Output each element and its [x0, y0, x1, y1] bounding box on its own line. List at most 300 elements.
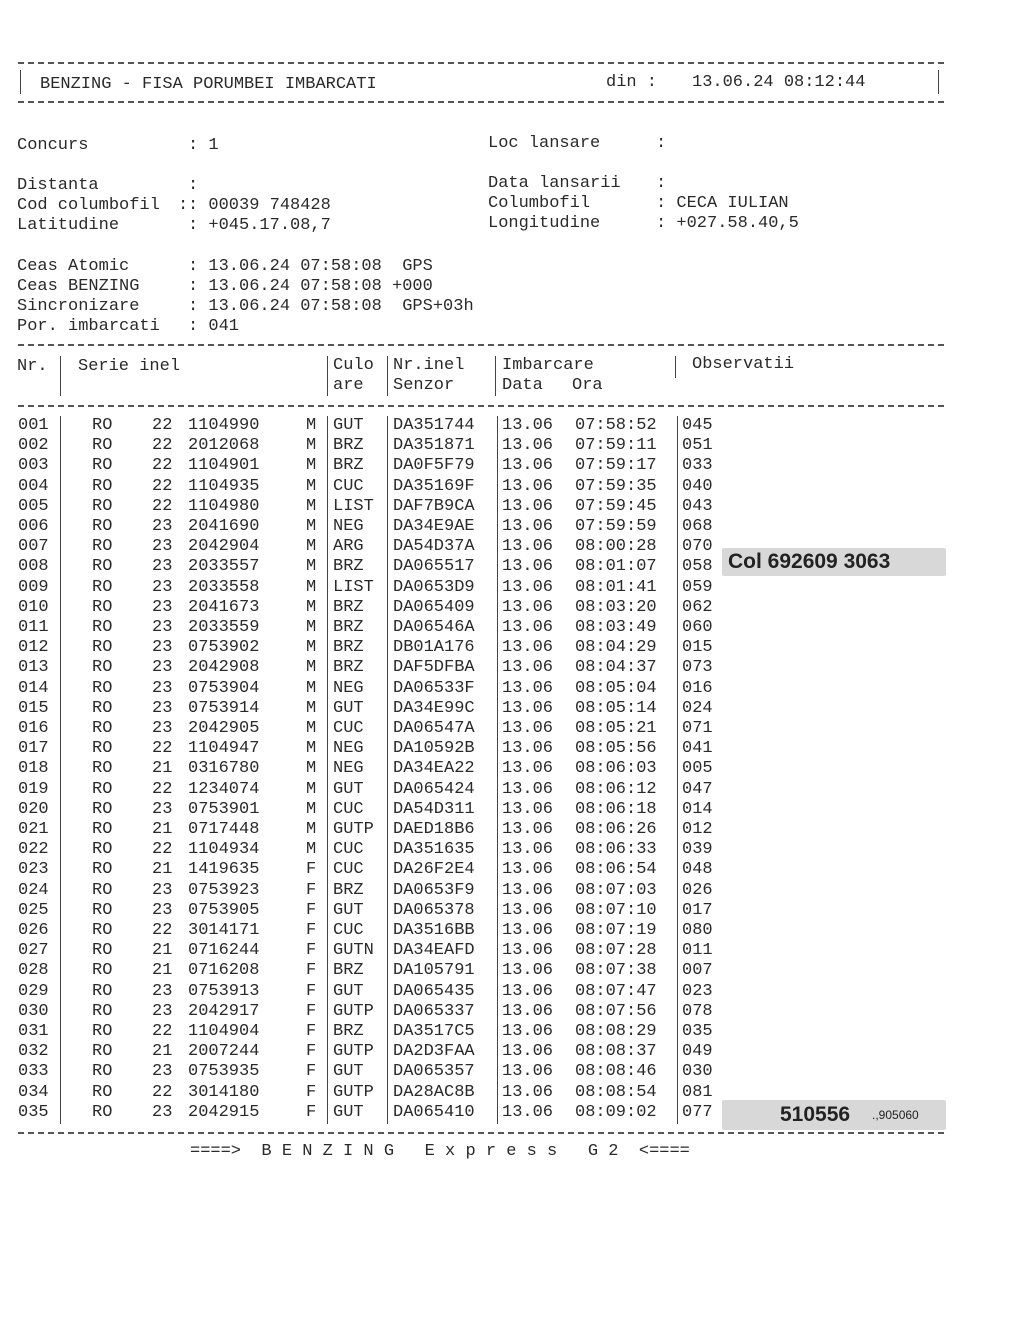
row-sex: M: [306, 476, 317, 496]
row-senzor: DA065337: [393, 1001, 475, 1021]
row-tara: RO: [92, 496, 113, 516]
row-data: 13.06: [502, 517, 554, 536]
row-sex: M: [306, 698, 317, 718]
row-an: 23: [152, 719, 173, 738]
row-nr: 025: [18, 900, 49, 920]
col-header-nr-inel: Nr.inel: [393, 356, 465, 375]
row-nr: 014: [18, 678, 49, 698]
row-nr: 019: [18, 779, 49, 799]
row-numar: 3014171: [188, 921, 260, 940]
row-an: 23: [152, 1062, 173, 1082]
row-culoare: CUC: [333, 921, 364, 940]
row-nr: 005: [18, 496, 49, 516]
row-ora: 08:07:47: [575, 981, 657, 1001]
row-data: 13.06: [502, 840, 554, 860]
row-ora: 08:08:37: [575, 1042, 657, 1062]
row-an: 23: [152, 698, 173, 718]
row-tara: RO: [92, 436, 113, 456]
table-row: [0, 436, 1024, 456]
row-culoare: GUTP: [333, 820, 374, 839]
row-senzor: DA065410: [393, 1102, 475, 1122]
row-sex: F: [306, 1001, 317, 1021]
row-ora: 08:05:56: [575, 739, 657, 759]
row-culoare: CUC: [333, 799, 364, 819]
row-culoare: CUC: [333, 860, 364, 880]
row-sex: F: [306, 1062, 317, 1082]
row-nr: 029: [18, 981, 49, 1001]
row-tara: RO: [92, 779, 113, 799]
row-numar: 1104901: [188, 456, 260, 476]
row-tara: RO: [92, 476, 113, 496]
row-data: 13.06: [502, 921, 554, 940]
row-an: 22: [152, 1022, 173, 1041]
table-row: [0, 780, 1024, 800]
header-divider-1: [60, 356, 61, 396]
row-sex: M: [306, 820, 317, 839]
ring-stamp-2-text: 510556: [780, 1103, 851, 1126]
row-tara: RO: [92, 1102, 113, 1122]
row-senzor: DA34E9AE: [393, 517, 475, 536]
row-senzor: DA35169F: [393, 476, 475, 496]
row-data: 13.06: [502, 678, 554, 698]
row-observatii: 068: [682, 517, 713, 536]
row-data: 13.06: [502, 456, 554, 476]
row-numar: 0716244: [188, 941, 260, 961]
row-ora: 08:08:29: [575, 1022, 657, 1041]
row-ora: 08:06:12: [575, 779, 657, 799]
row-senzor: DA06533F: [393, 678, 475, 698]
row-numar: 1234074: [188, 779, 260, 799]
row-an: 22: [152, 739, 173, 759]
table-row: [0, 679, 1024, 699]
row-senzor: DA54D311: [393, 799, 475, 819]
row-data: 13.06: [502, 698, 554, 718]
row-an: 23: [152, 880, 173, 900]
cod-columbofil-label: Cod columbofil: [17, 196, 160, 215]
table-row: [0, 517, 1024, 537]
row-numar: 1104935: [188, 476, 260, 496]
row-an: 23: [152, 537, 173, 557]
row-an: 22: [152, 476, 173, 496]
row-an: 22: [152, 456, 173, 476]
row-numar: 2033558: [188, 577, 260, 597]
row-ora: 07:59:45: [575, 496, 657, 516]
row-nr: 012: [18, 638, 49, 658]
row-an: 23: [152, 557, 173, 577]
row-data: 13.06: [502, 739, 554, 759]
row-senzor: DA10592B: [393, 739, 475, 759]
row-tara: RO: [92, 638, 113, 658]
row-tara: RO: [92, 799, 113, 819]
row-numar: 0753914: [188, 698, 260, 718]
row-culoare: BRZ: [333, 638, 364, 658]
row-ora: 08:08:54: [575, 1082, 657, 1102]
row-data: 13.06: [502, 880, 554, 900]
row-observatii: 030: [682, 1062, 713, 1082]
row-data: 13.06: [502, 1042, 554, 1062]
row-numar: 0753935: [188, 1062, 260, 1082]
row-senzor: DA2D3FAA: [393, 1042, 475, 1062]
print-date-label: din :: [606, 73, 658, 92]
table-bottom-rule: [18, 1132, 944, 1134]
table-row: [0, 881, 1024, 901]
table-row: [0, 901, 1024, 921]
row-numar: 2042905: [188, 719, 260, 738]
row-nr: 006: [18, 517, 49, 536]
row-sex: M: [306, 678, 317, 698]
row-senzor: DA54D37A: [393, 537, 475, 557]
row-data: 13.06: [502, 961, 554, 981]
row-sex: M: [306, 577, 317, 597]
row-an: 21: [152, 961, 173, 981]
col-header-ora: Ora: [572, 376, 603, 395]
row-observatii: 051: [682, 436, 713, 456]
row-senzor: DA34EA22: [393, 759, 475, 779]
row-nr: 024: [18, 880, 49, 900]
row-senzor: DA351635: [393, 840, 475, 860]
table-row: [0, 961, 1024, 981]
row-tara: RO: [92, 658, 113, 678]
col-header-culoare-2: are: [333, 376, 364, 395]
row-tara: RO: [92, 820, 113, 839]
row-observatii: 062: [682, 597, 713, 617]
row-senzor: DB01A176: [393, 638, 475, 658]
row-nr: 008: [18, 557, 49, 577]
row-data: 13.06: [502, 1102, 554, 1122]
row-tara: RO: [92, 1082, 113, 1102]
col-header-observatii: Observatii: [692, 355, 795, 374]
row-tara: RO: [92, 840, 113, 860]
row-numar: 3014180: [188, 1082, 260, 1102]
row-sex: F: [306, 1042, 317, 1062]
row-data: 13.06: [502, 597, 554, 617]
row-observatii: 015: [682, 638, 713, 658]
row-ora: 08:07:38: [575, 961, 657, 981]
row-data: 13.06: [502, 1001, 554, 1021]
table-row: [0, 759, 1024, 779]
row-numar: 1104934: [188, 840, 260, 860]
table-header-rule: [18, 405, 944, 407]
row-ora: 08:06:54: [575, 860, 657, 880]
row-nr: 010: [18, 597, 49, 617]
row-culoare: BRZ: [333, 658, 364, 678]
row-nr: 030: [18, 1001, 49, 1021]
row-observatii: 045: [682, 416, 713, 435]
latitudine-label: Latitudine: [17, 216, 120, 235]
row-sex: M: [306, 840, 317, 860]
row-data: 13.06: [502, 779, 554, 799]
row-observatii: 040: [682, 476, 713, 496]
row-tara: RO: [92, 719, 113, 738]
row-nr: 021: [18, 820, 49, 839]
row-nr: 009: [18, 577, 49, 597]
row-observatii: 041: [682, 739, 713, 759]
row-senzor: DA0F5F79: [393, 456, 475, 476]
row-culoare: GUT: [333, 416, 364, 435]
ring-stamp-1: [722, 548, 946, 576]
row-observatii: 060: [682, 618, 713, 637]
row-sex: F: [306, 880, 317, 900]
row-nr: 034: [18, 1082, 49, 1102]
table-row: [0, 840, 1024, 860]
row-ora: 07:59:35: [575, 476, 657, 496]
row-culoare: GUT: [333, 698, 364, 718]
table-row: [0, 739, 1024, 759]
row-numar: 0316780: [188, 759, 260, 779]
row-an: 22: [152, 840, 173, 860]
table-row: [0, 598, 1024, 618]
loc-lansare-label: Loc lansare: [488, 134, 601, 153]
row-sex: M: [306, 618, 317, 637]
row-ora: 07:59:59: [575, 517, 657, 536]
table-row: [0, 618, 1024, 638]
row-data: 13.06: [502, 658, 554, 678]
row-numar: 2041690: [188, 517, 260, 536]
row-senzor: DA0653D9: [393, 577, 475, 597]
sincronizare-label: Sincronizare: [17, 297, 140, 316]
row-observatii: 014: [682, 799, 713, 819]
row-numar: 2041673: [188, 597, 260, 617]
row-ora: 08:06:26: [575, 820, 657, 839]
row-numar: 0717448: [188, 820, 260, 839]
row-senzor: DA34EAFD: [393, 941, 475, 961]
row-culoare: NEG: [333, 739, 364, 759]
row-ora: 08:03:49: [575, 618, 657, 637]
row-observatii: 073: [682, 658, 713, 678]
row-numar: 2042915: [188, 1102, 260, 1122]
row-senzor: DA065357: [393, 1062, 475, 1082]
row-nr: 004: [18, 476, 49, 496]
row-culoare: GUT: [333, 779, 364, 799]
row-an: 23: [152, 1001, 173, 1021]
row-data: 13.06: [502, 799, 554, 819]
row-observatii: 059: [682, 577, 713, 597]
ring-stamp-2: [722, 1100, 946, 1130]
row-nr: 001: [18, 416, 49, 435]
row-data: 13.06: [502, 638, 554, 658]
concurs-value: : 1: [188, 136, 219, 155]
row-tara: RO: [92, 880, 113, 900]
table-row: [0, 497, 1024, 517]
row-an: 22: [152, 921, 173, 940]
row-an: 23: [152, 799, 173, 819]
row-numar: 1104990: [188, 416, 260, 435]
row-numar: 0753905: [188, 900, 260, 920]
row-ora: 08:05:14: [575, 698, 657, 718]
ceas-atomic-value: : 13.06.24 07:58:08 GPS: [188, 257, 433, 276]
longitudine-value: : +027.58.40,5: [656, 214, 799, 233]
por-imbarcati-label: Por. imbarcati: [17, 317, 160, 336]
row-tara: RO: [92, 698, 113, 718]
row-nr: 023: [18, 860, 49, 880]
ring-stamp-1-text: Col 692609 3063: [728, 550, 891, 573]
row-numar: 2007244: [188, 1042, 260, 1062]
row-sex: F: [306, 900, 317, 920]
row-observatii: 078: [682, 1001, 713, 1021]
row-data: 13.06: [502, 759, 554, 779]
row-nr: 032: [18, 1042, 49, 1062]
row-sex: M: [306, 597, 317, 617]
row-an: 22: [152, 416, 173, 435]
row-ora: 08:07:28: [575, 941, 657, 961]
row-an: 21: [152, 941, 173, 961]
row-sex: M: [306, 799, 317, 819]
ring-stamp-2-small: .,905060: [872, 1108, 919, 1122]
table-row: [0, 1042, 1024, 1062]
row-culoare: GUT: [333, 1062, 364, 1082]
row-observatii: 007: [682, 961, 713, 981]
row-sex: M: [306, 557, 317, 577]
table-row: [0, 941, 1024, 961]
row-data: 13.06: [502, 496, 554, 516]
loc-lansare-value: :: [656, 134, 667, 153]
row-sex: M: [306, 517, 317, 536]
row-observatii: 047: [682, 779, 713, 799]
row-culoare: BRZ: [333, 597, 364, 617]
row-an: 22: [152, 496, 173, 516]
row-observatii: 071: [682, 719, 713, 738]
row-data: 13.06: [502, 820, 554, 839]
row-observatii: 043: [682, 496, 713, 516]
row-an: 23: [152, 678, 173, 698]
cod-columbofil-value: : 00039 748428: [188, 196, 331, 215]
row-culoare: GUT: [333, 981, 364, 1001]
row-sex: F: [306, 981, 317, 1001]
row-data: 13.06: [502, 618, 554, 637]
row-ora: 08:01:07: [575, 557, 657, 577]
distanta-label: Distanta: [17, 176, 99, 195]
table-row: [0, 719, 1024, 739]
row-observatii: 080: [682, 921, 713, 940]
row-observatii: 048: [682, 860, 713, 880]
row-observatii: 026: [682, 880, 713, 900]
row-an: 23: [152, 638, 173, 658]
header-divider-4: [495, 356, 496, 396]
row-ora: 08:06:33: [575, 840, 657, 860]
row-ora: 08:04:37: [575, 658, 657, 678]
row-nr: 013: [18, 658, 49, 678]
cod-columbofil-colon: :: [178, 196, 189, 215]
row-sex: F: [306, 961, 317, 981]
footer-banner: ====> B E N Z I N G E x p r e s s G 2 <====: [190, 1142, 690, 1161]
table-row: [0, 456, 1024, 476]
row-numar: 0753901: [188, 799, 260, 819]
row-senzor: DA065435: [393, 981, 475, 1001]
row-sex: M: [306, 779, 317, 799]
row-data: 13.06: [502, 900, 554, 920]
row-an: 23: [152, 597, 173, 617]
row-tara: RO: [92, 1062, 113, 1082]
document-title: BENZING - FISA PORUMBEI IMBARCATI: [40, 75, 377, 94]
row-culoare: GUTN: [333, 941, 374, 961]
row-ora: 07:59:11: [575, 436, 657, 456]
row-observatii: 081: [682, 1082, 713, 1102]
row-senzor: DA3517C5: [393, 1022, 475, 1041]
row-ora: 08:01:41: [575, 577, 657, 597]
row-observatii: 077: [682, 1102, 713, 1122]
row-an: 21: [152, 1042, 173, 1062]
row-nr: 018: [18, 759, 49, 779]
row-observatii: 017: [682, 900, 713, 920]
row-an: 23: [152, 900, 173, 920]
row-an: 22: [152, 779, 173, 799]
table-row: [0, 1062, 1024, 1082]
por-imbarcati-value: : 041: [188, 317, 240, 336]
data-lansarii-value: :: [656, 174, 667, 193]
row-nr: 035: [18, 1102, 49, 1122]
row-ora: 08:08:46: [575, 1062, 657, 1082]
row-ora: 08:07:19: [575, 921, 657, 940]
table-row: [0, 416, 1024, 436]
row-culoare: BRZ: [333, 961, 364, 981]
row-culoare: CUC: [333, 840, 364, 860]
row-sex: F: [306, 1082, 317, 1102]
row-senzor: DA28AC8B: [393, 1082, 475, 1102]
row-senzor: DAED18B6: [393, 820, 475, 839]
table-row: [0, 638, 1024, 658]
table-row: [0, 1002, 1024, 1022]
row-data: 13.06: [502, 537, 554, 557]
row-nr: 027: [18, 941, 49, 961]
row-tara: RO: [92, 759, 113, 779]
sincronizare-value: : 13.06.24 07:58:08 GPS+03h: [188, 297, 474, 316]
row-numar: 2042917: [188, 1001, 260, 1021]
data-lansarii-label: Data lansarii: [488, 174, 621, 193]
columbofil-value: : CECA IULIAN: [656, 194, 789, 213]
row-data: 13.06: [502, 577, 554, 597]
row-observatii: 035: [682, 1022, 713, 1041]
row-an: 23: [152, 517, 173, 536]
row-culoare: BRZ: [333, 557, 364, 577]
row-sex: M: [306, 739, 317, 759]
row-ora: 08:05:04: [575, 678, 657, 698]
row-sex: M: [306, 456, 317, 476]
row-tara: RO: [92, 860, 113, 880]
row-sex: F: [306, 1102, 317, 1122]
row-numar: 1419635: [188, 860, 260, 880]
row-culoare: BRZ: [333, 456, 364, 476]
row-data: 13.06: [502, 1062, 554, 1082]
row-sex: M: [306, 658, 317, 678]
row-senzor: DA105791: [393, 961, 475, 981]
row-data: 13.06: [502, 436, 554, 456]
row-an: 21: [152, 820, 173, 839]
row-ora: 08:07:10: [575, 900, 657, 920]
row-observatii: 024: [682, 698, 713, 718]
row-tara: RO: [92, 456, 113, 476]
row-sex: F: [306, 941, 317, 961]
row-culoare: CUC: [333, 476, 364, 496]
row-ora: 08:06:18: [575, 799, 657, 819]
row-observatii: 039: [682, 840, 713, 860]
row-sex: F: [306, 1022, 317, 1041]
ceas-benzing-label: Ceas BENZING: [17, 277, 140, 296]
row-an: 22: [152, 1082, 173, 1102]
row-an: 22: [152, 436, 173, 456]
row-senzor: DA065409: [393, 597, 475, 617]
row-nr: 026: [18, 921, 49, 940]
row-numar: 2033559: [188, 618, 260, 637]
row-nr: 031: [18, 1022, 49, 1041]
row-culoare: NEG: [333, 759, 364, 779]
row-ora: 07:59:17: [575, 456, 657, 476]
table-row: [0, 982, 1024, 1002]
row-data: 13.06: [502, 981, 554, 1001]
row-observatii: 012: [682, 820, 713, 839]
row-ora: 08:09:02: [575, 1102, 657, 1122]
row-senzor: DA065424: [393, 779, 475, 799]
row-observatii: 049: [682, 1042, 713, 1062]
